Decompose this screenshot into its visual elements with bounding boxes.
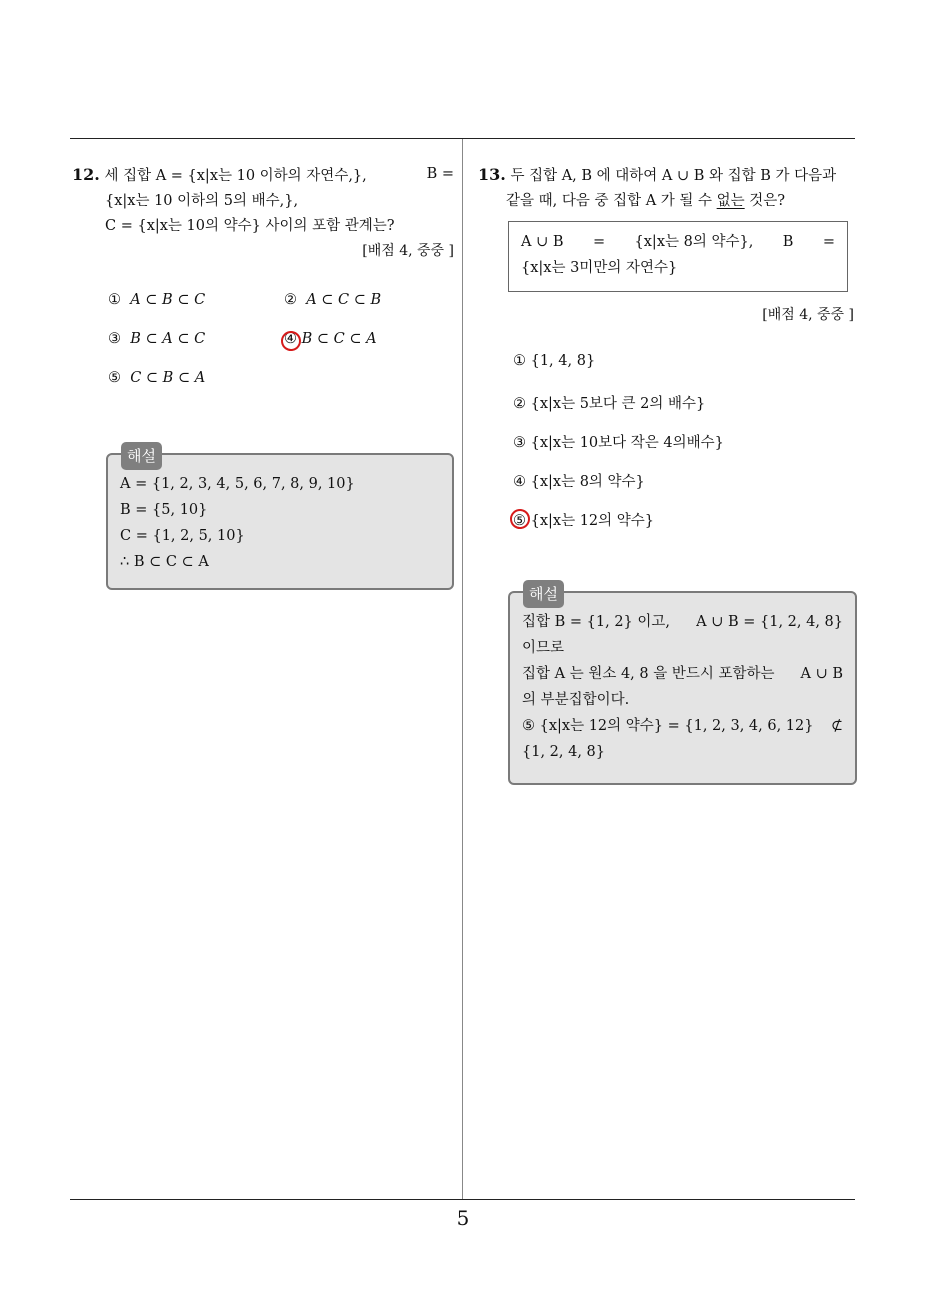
q12-choice-5-mark: ⑤ (108, 370, 121, 386)
q13-choice-3[interactable] (513, 431, 724, 452)
question-13-line-1 (478, 162, 858, 189)
q12-choice-5-text: C ⊂ B ⊂ A (130, 370, 206, 386)
solution-text: 집합 A 는 원소 4, 8 을 반드시 포함하는 (522, 666, 775, 682)
q13-choice-1[interactable] (513, 353, 595, 369)
question-13-score: [배점 4, 중중 ] (762, 307, 854, 323)
box-equals-2: = (822, 234, 835, 250)
given-sets-line-2: {x|x는 3미만의 자연수} (521, 260, 678, 276)
q13-choice-5[interactable] (513, 509, 654, 530)
solution-line: A = {1, 2, 3, 4, 5, 6, 7, 8, 9, 10} (120, 476, 355, 492)
underlined-word: 없는 (716, 193, 745, 209)
solution-text: A ∪ B (800, 666, 843, 682)
q12-choice-3-mark: ③ (108, 331, 121, 347)
q12-choice-3[interactable] (108, 331, 205, 347)
q13-choice-1-mark: ① (513, 353, 526, 369)
solution-text: 집합 B = {1, 2} 이고, (522, 614, 670, 630)
q13-choice-3-text: {x|x는 10보다 작은 4의배수} (530, 435, 724, 451)
solution-line: {1, 2, 4, 8} (522, 744, 606, 760)
box-union-set: {x|x는 8의 약수}, (634, 234, 754, 250)
question-13-line-2 (478, 189, 858, 214)
question-12-text-1b: B = (426, 166, 454, 182)
question-12-line-2: {x|x는 10 이하의 5의 배수,}, (105, 193, 299, 209)
q12-choice-2-mark: ② (284, 292, 297, 308)
solution-line (522, 609, 843, 635)
solution-text: A ∪ B = {1, 2, 4, 8} (696, 614, 843, 630)
page-number: 5 (456, 1206, 470, 1230)
question-12 (72, 162, 454, 570)
q12-choice-1-text: A ⊂ B ⊂ C (130, 292, 206, 308)
footer-rule (70, 1199, 855, 1200)
question-13-text-1: 두 집합 A, B 에 대하여 A ∪ B 와 집합 B 가 다음과 (510, 168, 837, 184)
q13-choice-2[interactable] (513, 392, 705, 413)
q12-choice-4-text: B ⊂ C ⊂ A (301, 331, 377, 347)
solution-line (522, 713, 843, 739)
column-divider (462, 139, 463, 1199)
q13-choice-4[interactable] (513, 470, 645, 491)
q12-choice-1-mark: ① (108, 292, 121, 308)
question-12-score: [배점 4, 중중 ] (362, 243, 454, 259)
q12-choice-4-mark: ④ (284, 331, 297, 347)
solution-line: 이므로 (522, 640, 565, 656)
q13-choice-4-text: {x|x는 8의 약수} (530, 474, 645, 490)
solution-line: ∴ B ⊂ C ⊂ A (120, 554, 209, 570)
q12-choice-3-text: B ⊂ A ⊂ C (130, 331, 206, 347)
question-13-number: 13. (478, 165, 506, 184)
box-term-b: B (782, 234, 794, 250)
question-13 (478, 162, 858, 760)
solution-line: B = {5, 10} (120, 502, 208, 518)
box-term-union: A ∪ B (521, 234, 564, 250)
q13-choice-2-text: {x|x는 5보다 큰 2의 배수} (530, 396, 706, 412)
question-13-stem (478, 162, 858, 214)
q13-choice-4-mark: ④ (513, 474, 526, 490)
q12-choice-2[interactable] (284, 292, 381, 308)
q13-choice-1-text: {1, 4, 8} (530, 353, 596, 369)
question-12-stem (72, 162, 454, 264)
given-sets-box (508, 221, 848, 292)
question-13-solution (508, 585, 857, 785)
solution-line: 의 부분집합이다. (522, 692, 630, 708)
q12-choice-5[interactable] (108, 370, 205, 386)
q12-choice-1[interactable] (108, 292, 205, 308)
q13-choice-5-mark: ⑤ (513, 513, 526, 529)
solution-tag: 해설 (121, 442, 162, 470)
question-12-line-3: C = {x|x는 10의 약수} 사이의 포함 관계는? (105, 218, 395, 234)
question-13-text-2a: 같을 때, 다음 중 집합 A 가 될 수 (506, 193, 717, 209)
question-13-text-2b: 것은? (744, 193, 786, 209)
given-sets-line-1 (521, 229, 835, 255)
q13-choice-3-mark: ③ (513, 435, 526, 451)
solution-text: ⑤ {x|x는 12의 약수} = {1, 2, 3, 4, 6, 12} (522, 718, 814, 734)
box-equals-1: = (592, 234, 606, 250)
question-12-number: 12. (72, 165, 100, 184)
question-12-solution (106, 447, 454, 590)
solution-line: C = {1, 2, 5, 10} (120, 528, 245, 544)
question-12-text-1a: 세 집합 A = {x|x는 10 이하의 자연수,}, (104, 168, 367, 184)
q12-choice-2-text: A ⊂ C ⊂ B (306, 292, 382, 308)
question-12-line-1 (72, 162, 454, 189)
solution-tag: 해설 (523, 580, 564, 608)
q13-choice-5-text: {x|x는 12의 약수} (530, 513, 654, 529)
q13-choice-2-mark: ② (513, 396, 526, 412)
solution-line (522, 661, 843, 687)
solution-text: ⊄ (830, 718, 843, 734)
